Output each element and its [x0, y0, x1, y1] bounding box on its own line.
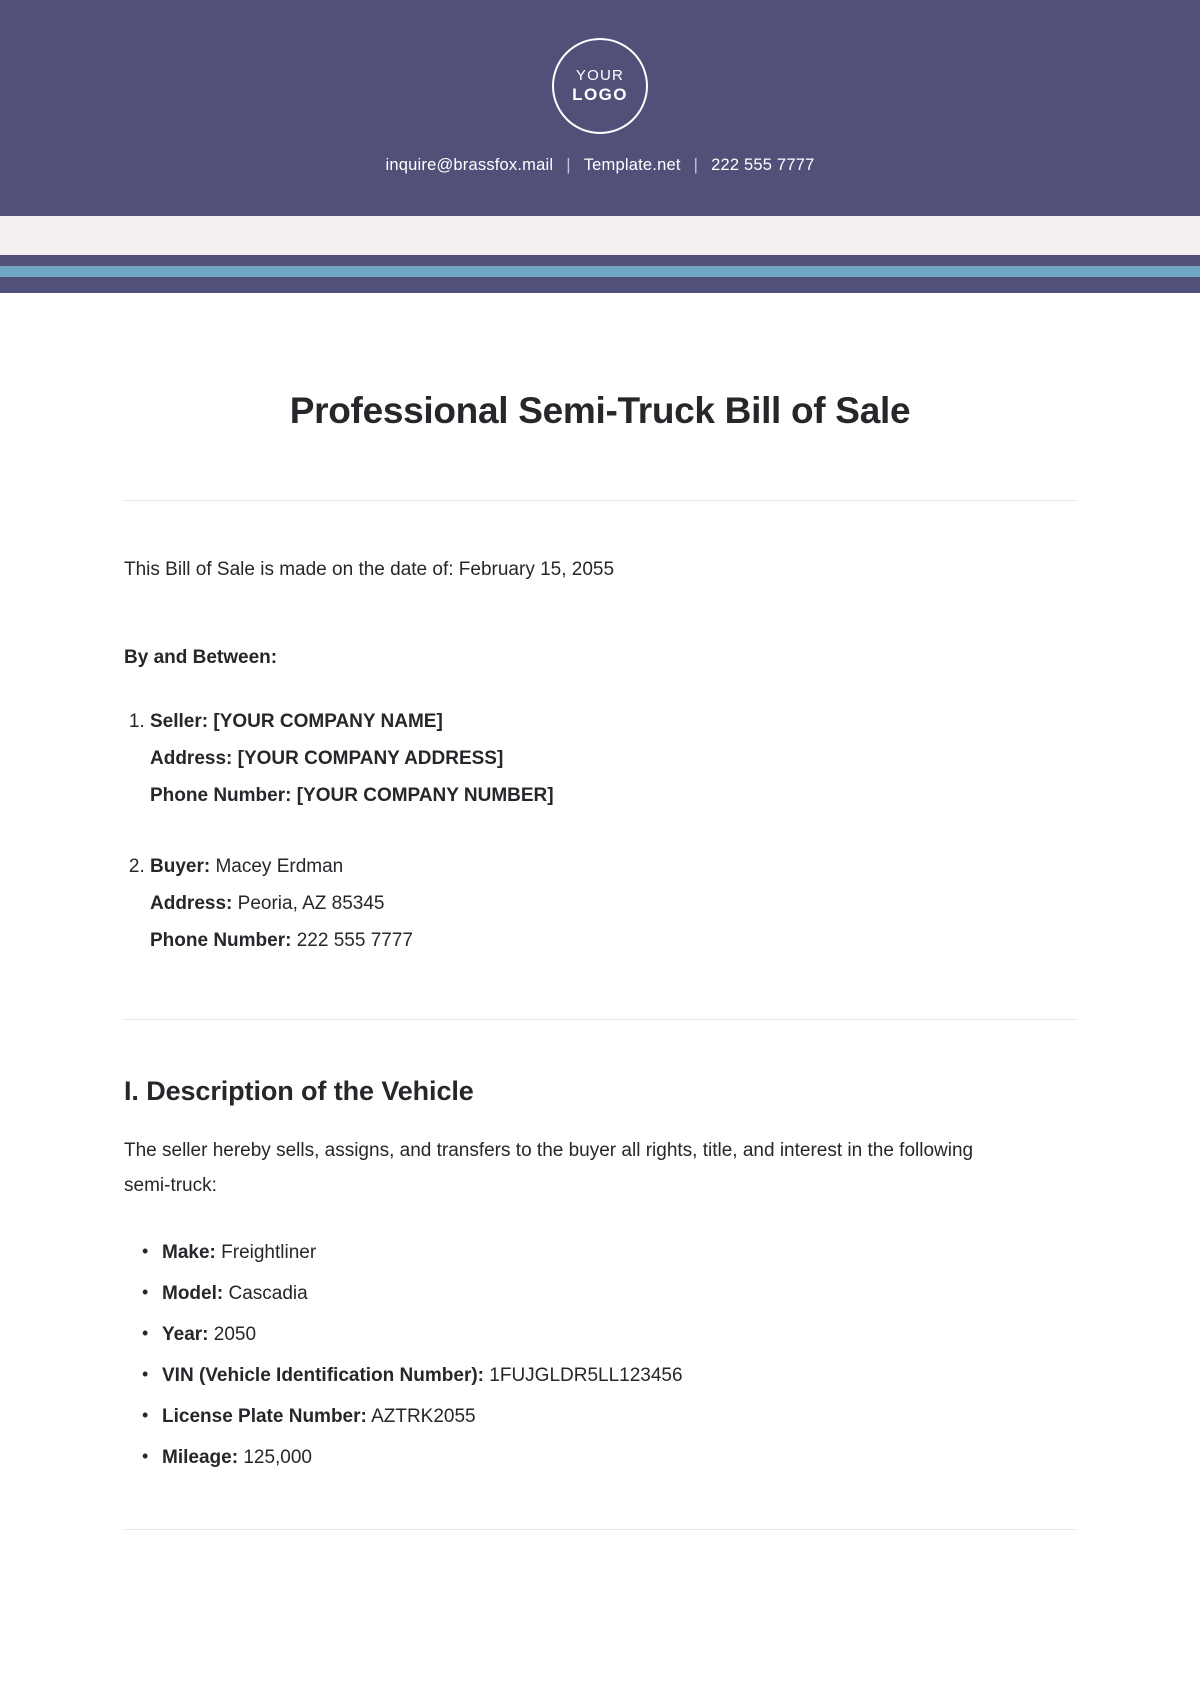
- divider-under-title: [124, 500, 1076, 501]
- seller-name-value: [YOUR COMPANY NAME]: [213, 710, 443, 732]
- logo-line-1: YOUR: [575, 67, 625, 85]
- buyer-address-line: [150, 885, 1076, 922]
- contact-phone: 222 555 7777: [711, 156, 815, 174]
- list-item: [142, 1366, 1076, 1385]
- document-body: [0, 389, 1200, 1530]
- buyer-label: Buyer:: [150, 855, 211, 877]
- buyer-name-value: Macey Erdman: [215, 855, 344, 877]
- vehicle-vin-label: VIN (Vehicle Identification Number):: [162, 1365, 484, 1387]
- vehicle-year-label: Year:: [162, 1324, 209, 1346]
- list-item: [142, 1448, 1076, 1467]
- list-item: [142, 1407, 1076, 1426]
- vehicle-details-list: [124, 1243, 1076, 1467]
- vehicle-license-plate-label: License Plate Number:: [162, 1406, 367, 1428]
- page-title: Professional Semi-Truck Bill of Sale: [289, 390, 911, 431]
- divider-under-vehicle-details: [124, 1529, 1076, 1530]
- header-stripe-blue: [0, 266, 1200, 277]
- header-stripe-cream: [0, 216, 1200, 255]
- bill-of-sale-date-line: This Bill of Sale is made on the date of: February 15, 2055: [124, 559, 615, 581]
- party-seller: [150, 703, 1076, 814]
- divider-under-parties: [124, 1019, 1076, 1020]
- buyer-name-line: [150, 848, 1076, 885]
- vehicle-mileage-value: 125,000: [243, 1447, 312, 1469]
- vehicle-license-plate-value: AZTRK2055: [371, 1406, 476, 1428]
- section-heading-description-of-vehicle: I. Description of the Vehicle: [124, 1076, 474, 1107]
- header-stripe-purple-upper: [0, 255, 1200, 266]
- section-description-paragraph: The seller hereby sells, assigns, and transfers to the buyer all rights, title, and interest in the following semi-truck:: [124, 1140, 974, 1197]
- seller-phone-line: [150, 777, 1076, 814]
- seller-address-label: Address:: [150, 747, 233, 769]
- list-item: [142, 1325, 1076, 1344]
- buyer-phone-label: Phone Number:: [150, 930, 292, 952]
- seller-address-value: [YOUR COMPANY ADDRESS]: [237, 747, 504, 769]
- buyer-phone-line: [150, 922, 1076, 959]
- parties-list: [124, 703, 1076, 959]
- seller-label: Seller:: [150, 710, 209, 732]
- logo-line-2: LOGO: [572, 84, 628, 104]
- seller-phone-value: [YOUR COMPANY NUMBER]: [296, 784, 554, 806]
- vehicle-vin-value: 1FUJGLDR5LL123456: [489, 1365, 683, 1387]
- your-logo-placeholder-icon: [552, 38, 648, 134]
- by-and-between-label: By and Between:: [124, 646, 278, 668]
- vehicle-model-label: Model:: [162, 1283, 224, 1305]
- buyer-address-value: Peoria, AZ 85345: [237, 893, 385, 915]
- vehicle-model-value: Cascadia: [228, 1283, 308, 1305]
- party-buyer: [150, 848, 1076, 959]
- seller-name-line: [150, 703, 1076, 740]
- seller-address-line: [150, 740, 1076, 777]
- vehicle-make-label: Make:: [162, 1242, 216, 1264]
- header-stripe-purple-lower: [0, 277, 1200, 293]
- buyer-address-label: Address:: [150, 893, 233, 915]
- vehicle-year-value: 2050: [213, 1324, 257, 1346]
- list-item: [142, 1284, 1076, 1303]
- header-contact-line: [386, 156, 815, 175]
- document-header-band: [0, 0, 1200, 216]
- vehicle-mileage-label: Mileage:: [162, 1447, 239, 1469]
- contact-separator-2: |: [693, 156, 699, 174]
- buyer-phone-value: 222 555 7777: [296, 930, 413, 952]
- seller-phone-label: Phone Number:: [150, 784, 292, 806]
- contact-separator-1: |: [566, 156, 571, 174]
- contact-email: inquire@brassfox.mail: [385, 156, 554, 174]
- contact-website: Template.net: [583, 156, 681, 174]
- list-item: [142, 1243, 1076, 1262]
- vehicle-make-value: Freightliner: [221, 1242, 317, 1264]
